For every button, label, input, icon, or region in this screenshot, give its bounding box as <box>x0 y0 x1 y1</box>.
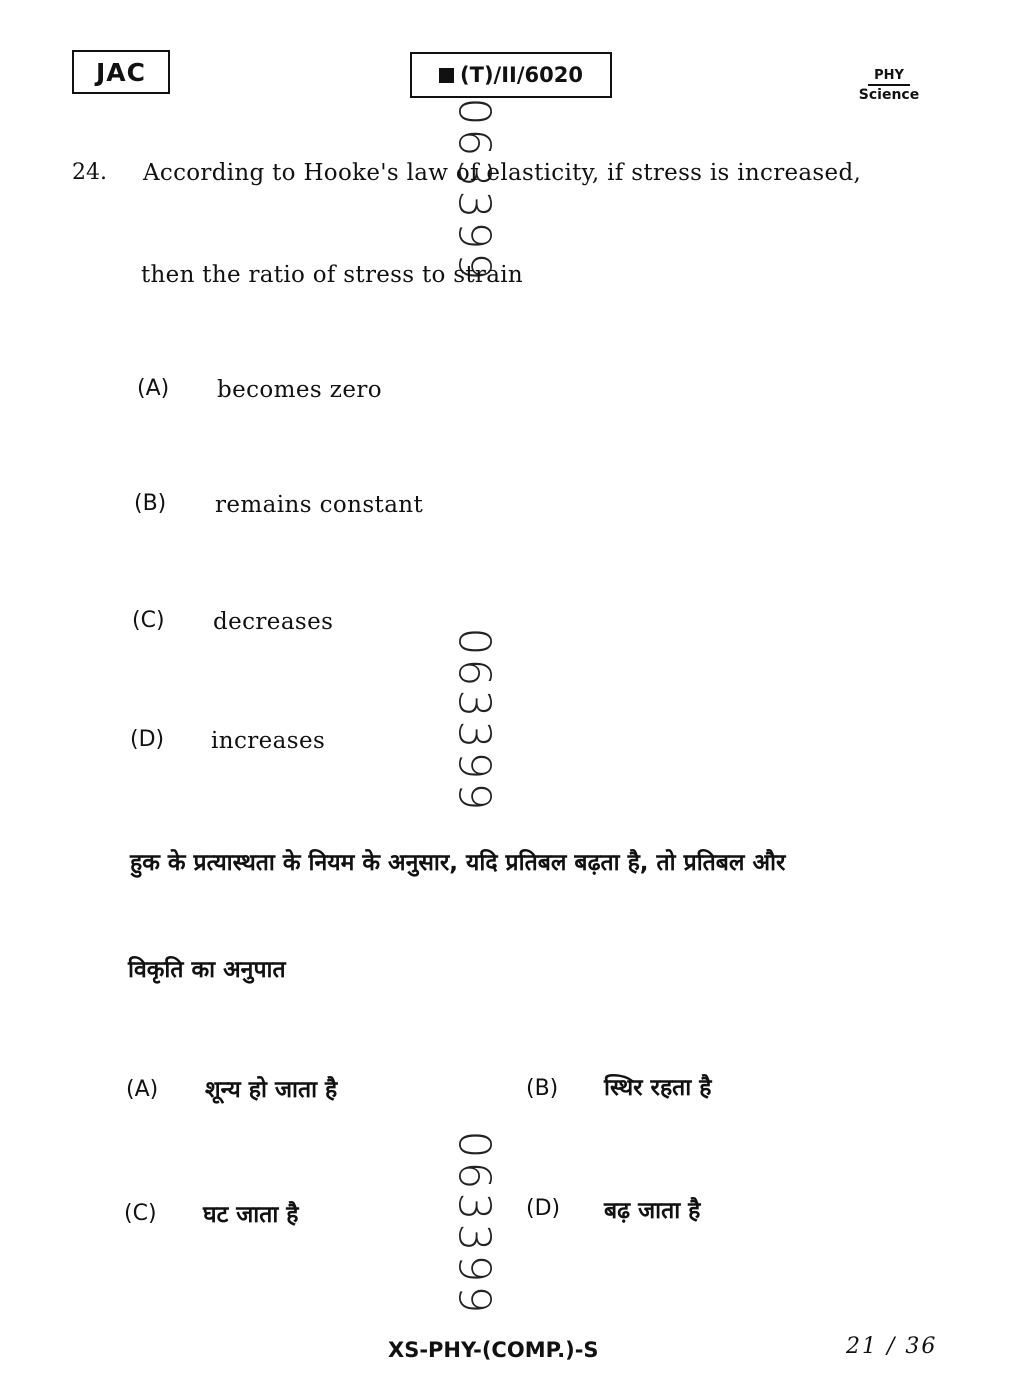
question-number: 24. <box>72 160 107 185</box>
option-d-label: (D) <box>130 727 165 752</box>
subject-short: PHY <box>868 69 910 86</box>
board-label: JAC <box>72 50 170 94</box>
option-b-text: remains constant <box>215 492 424 518</box>
subject-tag <box>848 66 930 102</box>
question-hindi-line-1: हुक के प्रत्यास्थता के नियम के अनुसार, यदि प्रतिबल बढ़ता है, तो प्रतिबल और <box>130 850 786 876</box>
subject-stream: Science <box>858 86 920 103</box>
question-english-line-2: then the ratio of stress to strain <box>141 262 523 288</box>
hindi-option-b-text: स्थिर रहता है <box>604 1075 712 1101</box>
paper-code-text: (T)/II/6020 <box>460 63 583 87</box>
option-c-text: decreases <box>213 609 334 635</box>
hindi-option-a-label: (A) <box>126 1077 159 1102</box>
footer-paper-code: XS-PHY-(COMP.)-S <box>388 1338 599 1362</box>
option-d-text: increases <box>211 728 326 754</box>
serial-stamp-top: 063399 <box>448 97 500 284</box>
hindi-option-d-label: (D) <box>526 1196 561 1221</box>
option-c-label: (C) <box>132 608 165 633</box>
question-english-line-1: According to Hooke's law of elasticity, if stress is increased, <box>143 160 862 186</box>
option-a-label: (A) <box>137 376 170 401</box>
question-hindi-line-2: विकृति का अनुपात <box>128 957 286 983</box>
square-bullet-icon <box>439 68 454 83</box>
serial-stamp-middle: 063399 <box>448 627 500 814</box>
hindi-option-b-label: (B) <box>526 1076 559 1101</box>
option-a-text: becomes zero <box>217 377 382 403</box>
hindi-option-c-text: घट जाता है <box>203 1202 299 1228</box>
option-b-label: (B) <box>134 491 167 516</box>
page-number: 21 / 36 <box>846 1334 938 1359</box>
hindi-option-a-text: शून्य हो जाता है <box>205 1077 338 1103</box>
hindi-option-c-label: (C) <box>124 1201 157 1226</box>
paper-code <box>410 52 612 98</box>
serial-stamp-bottom: 063399 <box>448 1130 500 1317</box>
hindi-option-d-text: बढ़ जाता है <box>604 1198 701 1224</box>
